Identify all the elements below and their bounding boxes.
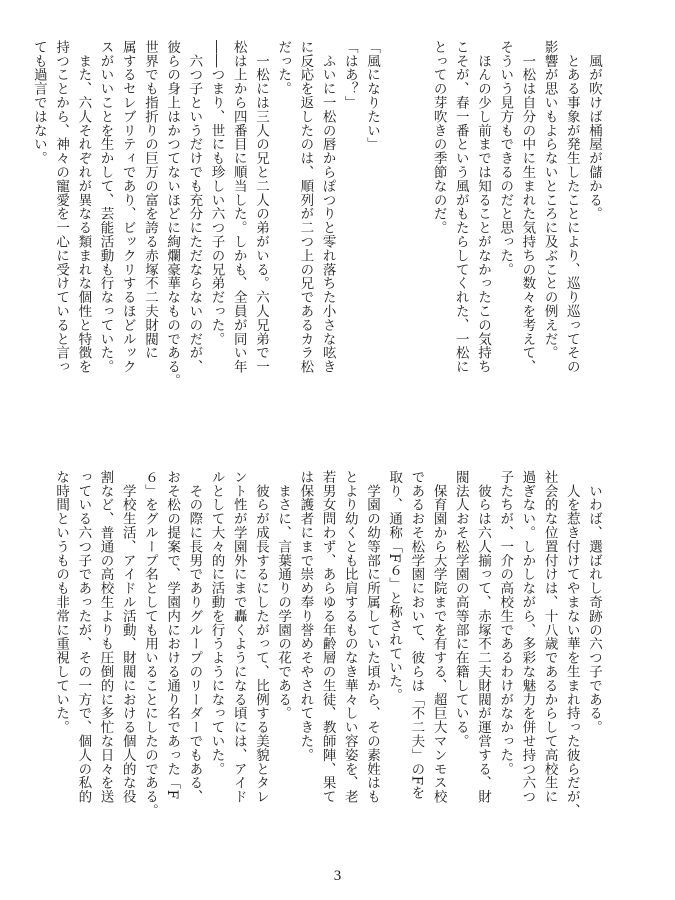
text-line: 彼らの身上はかつてないほどに絢爛豪華なものである。 [164, 40, 181, 388]
text-line [383, 40, 405, 420]
text-line: 子たちが、一介の高校生であるわけがなかった。 [497, 470, 514, 776]
text-line: 一松は自分の中に生まれた気持ちの数々を考えて、 [519, 40, 536, 374]
text-line: に反応を返したのは、順列が二つ上の兄であるカラ松 [297, 40, 314, 374]
text-line: こそが、春一番という風がもたらしてくれた、一松に [452, 40, 469, 374]
text-line: そういう見方もできるのだと思った。 [497, 40, 514, 277]
text-line: とっての芽吹きの季節なのだ。 [430, 40, 447, 235]
text-line: 人を惹き付けてやまない華を生まれ持った彼らだが、 [563, 470, 580, 818]
text-line: 「はあ？」 [341, 40, 358, 110]
text-line: スがいいことを生かして、芸能活動も行なっていた。 [97, 40, 114, 374]
text-line: 若男女問わず、あらゆる年齢層の生徒、教師陣、果て [319, 470, 336, 804]
text-line: 属するセレブリティであり、ビックリするほどルック [119, 40, 136, 374]
lower-text-block [50, 470, 605, 855]
text-line: 風が吹けば桶屋が儲かる。 [586, 40, 602, 221]
text-line: 彼らは六人揃って、赤塚不二夫財閥が運営する、財 [474, 470, 491, 804]
text-line: ふいに一松の唇からぽつりと零れ落ちた小さな呟き [319, 40, 336, 374]
text-line: いわば、選ばれし奇跡の六つ子である。 [586, 470, 602, 735]
text-line: 社会的な位置付けは、十八歳であるからして高校生に [541, 470, 558, 804]
text-line: その際に長男でありグループのリーダーでもある、 [186, 470, 203, 804]
text-line: 松は上から四番目に順当した。しかも、全員が同い年 [230, 40, 247, 374]
text-line: 六つ子というだけでも充分にただならないのだが、 [186, 40, 203, 374]
text-line: とある事象が発生したことにより、巡り巡ってその [563, 40, 580, 374]
text-line: であるおそ松学園において、彼らは「不二夫」のFを [408, 470, 425, 800]
text-line: な時間というものも非常に重視していた。 [53, 470, 70, 735]
text-line: 割など、普通の高校生よりも圧倒的に多忙な日々を送 [97, 470, 114, 804]
text-line: 閥法人おそ松学園の高等部に在籍している。 [452, 470, 469, 748]
text-line: また、六人それぞれが異なる類まれな個性と特徴を [75, 40, 92, 374]
text-line: 影響が思いもよらないところに及ぶことの例えだ。 [541, 40, 558, 360]
text-line: 彼らが成長するにしたがって、比例する美貌とタレ [252, 470, 269, 804]
text-line: ント性が学園外にまで轟くようになる頃には、アイド [230, 470, 247, 804]
text-line: は保護者にまで崇め奉り誉めそやされてきた。 [297, 470, 314, 762]
text-line: ６」をグループ名としても用いることにしたのである。 [141, 470, 158, 818]
page-number: 3 [333, 868, 342, 884]
text-line: ルとして大々的に活動を行うようになっていた。 [208, 470, 225, 776]
text-line: ても過言ではない。 [30, 40, 47, 166]
text-line: 持つことから、神々の寵愛を一心に受けていると言っ [53, 40, 70, 374]
text-line: 学園の幼等部に所属していた頃から、その素姓はも [363, 470, 380, 804]
text-line: 「風になりたい」 [363, 40, 380, 152]
text-line: 一松には三人の兄と二人の弟がいる。六人兄弟で一 [252, 40, 269, 374]
upper-text-block [28, 40, 605, 420]
text-line: っている六つ子であったが、その一方で、個人の私的 [75, 470, 92, 804]
text-line: 過ぎない。しかしながら、多彩な魅力を併せ持つ六つ [519, 470, 536, 804]
text-line: 取り、通称「F６」と称されていた。 [386, 470, 403, 703]
text-line: ほんの少し前までは知ることがなかったこの気持ち [474, 40, 491, 374]
text-line: おそ松の提案で、学園内における通り名であった「F [164, 470, 181, 800]
text-line: 保育園から大学院までを有する、超巨大マンモス校 [430, 470, 447, 804]
text-line: 世界でも指折りの巨万の富を誇る赤塚不二夫財閥に [141, 40, 158, 360]
text-line: 学校生活、アイドル活動、財閥における個人的な役 [119, 470, 136, 804]
text-line: だった。 [275, 40, 292, 96]
text-line [405, 40, 427, 420]
text-line: まさに、言葉通りの学園の花である。 [275, 470, 292, 721]
text-line: ――つまり、世にも珍しい六つ子の兄弟だった。 [208, 40, 225, 346]
text-line: とより幼くとも比肩するものなき華々しい容姿を、老 [341, 470, 358, 804]
